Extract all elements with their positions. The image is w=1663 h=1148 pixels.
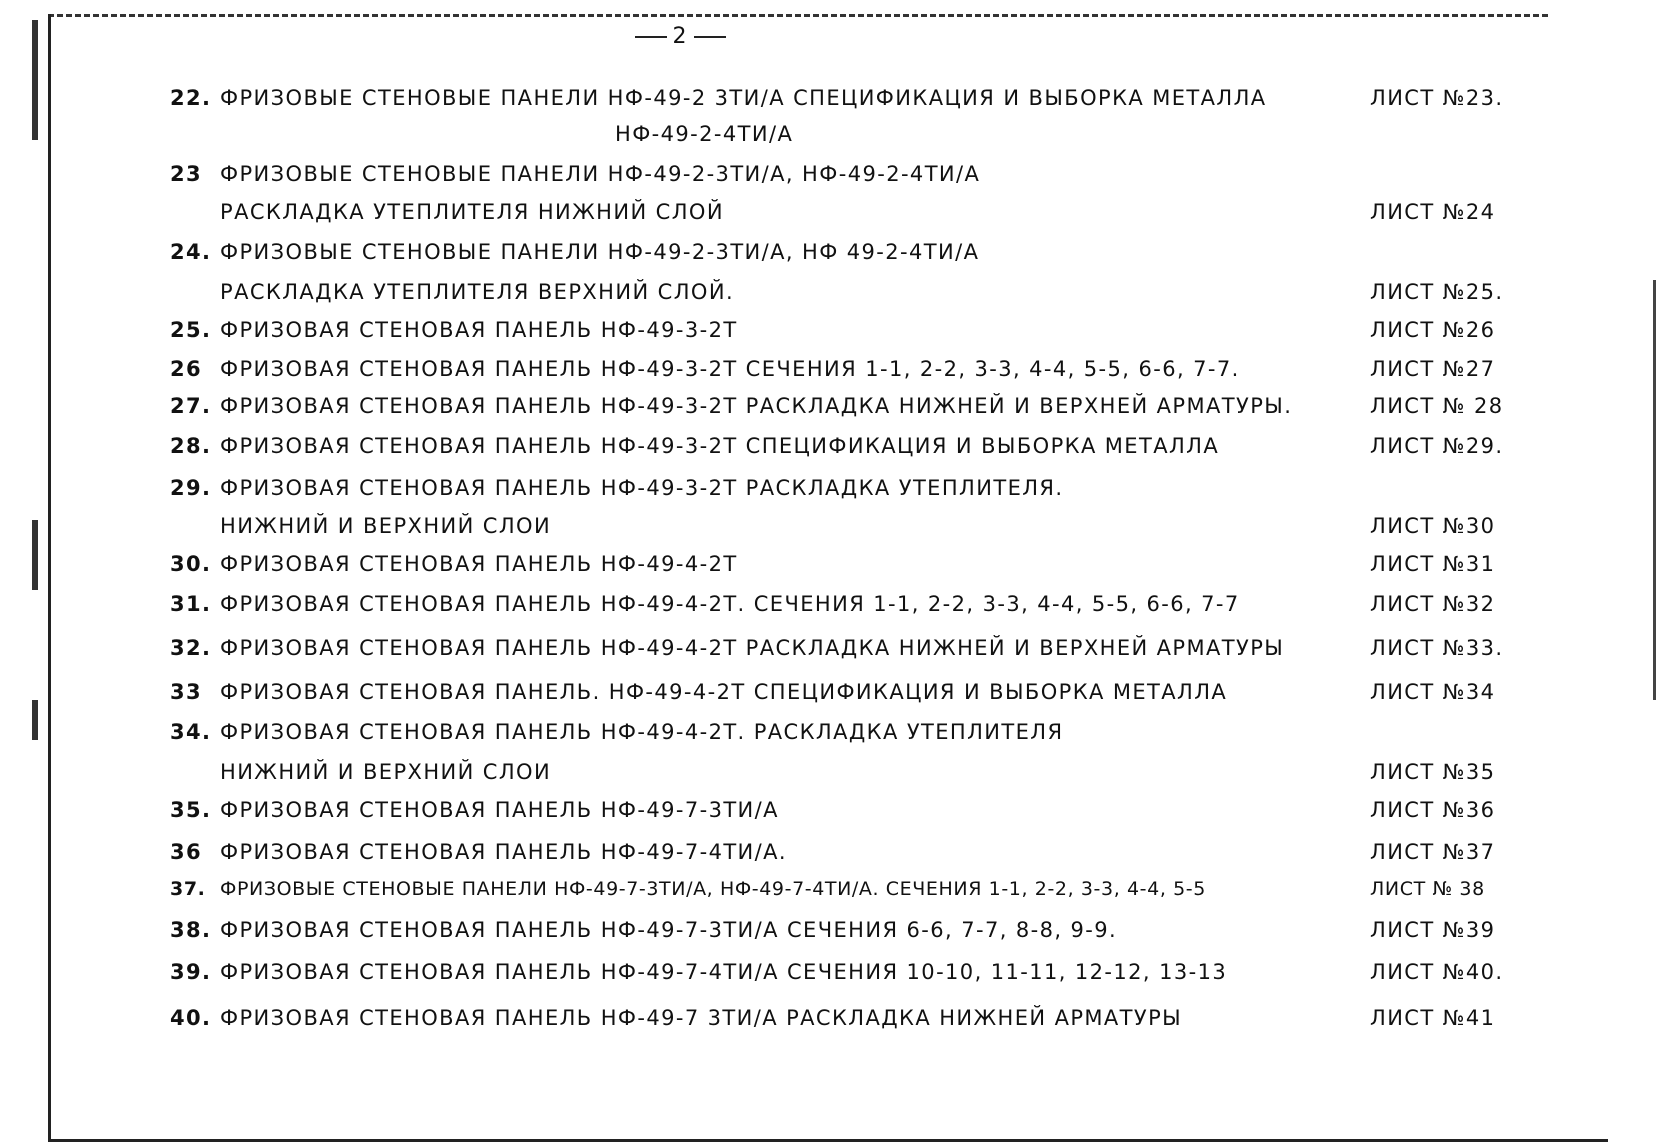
list-item — [170, 162, 1530, 194]
item-title: ФРИЗОВАЯ СТЕНОВАЯ ПАНЕЛЬ НФ-49-4-2Т. СЕЧЕНИЯ 1-1, 2-2, 3-3, 4-4, 5-5, 6-6, 7-7 — [220, 592, 1240, 616]
item-number: 35. — [170, 798, 212, 822]
list-item — [170, 636, 1530, 668]
list-item — [170, 960, 1530, 992]
item-title: ФРИЗОВАЯ СТЕНОВАЯ ПАНЕЛЬ НФ-49-7-3ТИ/А — [220, 798, 779, 822]
item-number: 24. — [170, 240, 212, 264]
item-title: ФРИЗОВЫЕ СТЕНОВЫЕ ПАНЕЛИ НФ-49-7-3ТИ/А, НФ-49-7-4ТИ/А. СЕЧЕНИЯ 1-1, 2-2, 3-3, 4-4, 5-5 — [220, 878, 1206, 900]
item-title: РАСКЛАДКА УТЕПЛИТЕЛЯ ВЕРХНИЙ СЛОЙ. — [220, 280, 735, 304]
sheet-reference: ЛИСТ №23. — [1370, 86, 1504, 110]
item-number: 36 — [170, 840, 203, 864]
sheet-reference: ЛИСТ №37 — [1370, 840, 1496, 864]
list-item — [170, 720, 1530, 752]
item-number: 39. — [170, 960, 212, 984]
frame-top-border — [48, 14, 1548, 17]
list-item — [170, 680, 1530, 712]
list-item — [170, 200, 1530, 232]
binding-mark — [32, 700, 38, 740]
sheet-reference: ЛИСТ №35 — [1370, 760, 1496, 784]
item-title: НИЖНИЙ И ВЕРХНИЙ СЛОИ — [220, 514, 552, 538]
list-item — [170, 592, 1530, 624]
list-item — [170, 798, 1530, 830]
list-item — [170, 394, 1530, 426]
item-title: ФРИЗОВЫЕ СТЕНОВЫЕ ПАНЕЛИ НФ-49-2 3ТИ/А СПЕЦИФИКАЦИЯ И ВЫБОРКА МЕТАЛЛА — [220, 86, 1267, 110]
item-number: 25. — [170, 318, 212, 342]
list-item — [170, 552, 1530, 584]
item-title: ФРИЗОВАЯ СТЕНОВАЯ ПАНЕЛЬ НФ-49-3-2Т РАСКЛАДКА УТЕПЛИТЕЛЯ. — [220, 476, 1064, 500]
list-item — [170, 918, 1530, 950]
frame-left-border — [48, 14, 51, 1142]
item-number: 40. — [170, 1006, 212, 1030]
item-number: 23 — [170, 162, 203, 186]
item-number: 33 — [170, 680, 203, 704]
item-number: 22. — [170, 86, 212, 110]
sheet-reference: ЛИСТ №25. — [1370, 280, 1504, 304]
sheet-reference: ЛИСТ №32 — [1370, 592, 1496, 616]
item-number: 37. — [170, 878, 206, 900]
list-item — [170, 86, 1530, 118]
item-title: ФРИЗОВАЯ СТЕНОВАЯ ПАНЕЛЬ НФ-49-4-2Т — [220, 552, 738, 576]
sheet-reference: ЛИСТ № 28 — [1370, 394, 1504, 418]
list-item — [170, 476, 1530, 508]
binding-mark — [32, 520, 38, 590]
item-title: ФРИЗОВАЯ СТЕНОВАЯ ПАНЕЛЬ НФ-49-7-4ТИ/А. — [220, 840, 787, 864]
item-title: ФРИЗОВАЯ СТЕНОВАЯ ПАНЕЛЬ НФ-49-3-2Т РАСКЛАДКА НИЖНЕЙ И ВЕРХНЕЙ АРМАТУРЫ. — [220, 394, 1293, 418]
item-title: ФРИЗОВЫЕ СТЕНОВЫЕ ПАНЕЛИ НФ-49-2-3ТИ/А, НФ-49-2-4ТИ/А — [220, 162, 981, 186]
item-title: ФРИЗОВАЯ СТЕНОВАЯ ПАНЕЛЬ НФ-49-3-2Т — [220, 318, 738, 342]
sheet-reference: ЛИСТ №41 — [1370, 1006, 1496, 1030]
sheet-reference: ЛИСТ №27 — [1370, 357, 1496, 381]
item-title: ФРИЗОВАЯ СТЕНОВАЯ ПАНЕЛЬ НФ-49-3-2Т СЕЧЕНИЯ 1-1, 2-2, 3-3, 4-4, 5-5, 6-6, 7-7. — [220, 357, 1240, 381]
item-number: 27. — [170, 394, 212, 418]
item-number: 38. — [170, 918, 212, 942]
list-item — [170, 760, 1530, 792]
item-title: ФРИЗОВАЯ СТЕНОВАЯ ПАНЕЛЬ. НФ-49-4-2Т СПЕЦИФИКАЦИЯ И ВЫБОРКА МЕТАЛЛА — [220, 680, 1228, 704]
sheet-reference: ЛИСТ №33. — [1370, 636, 1504, 660]
sheet-reference: ЛИСТ №26 — [1370, 318, 1496, 342]
frame-right-border — [1653, 280, 1656, 700]
item-number: 34. — [170, 720, 212, 744]
page-number: 2 — [620, 24, 740, 49]
list-item — [170, 840, 1530, 872]
binding-mark — [32, 20, 38, 140]
sheet-reference: ЛИСТ №34 — [1370, 680, 1496, 704]
sheet-reference: ЛИСТ №31 — [1370, 552, 1496, 576]
list-item — [450, 122, 1663, 154]
list-item — [170, 434, 1530, 466]
item-number: 29. — [170, 476, 212, 500]
list-item — [170, 878, 1530, 910]
list-item — [170, 240, 1530, 272]
item-number: 28. — [170, 434, 212, 458]
sheet-reference: ЛИСТ №36 — [1370, 798, 1496, 822]
list-item — [170, 514, 1530, 546]
sheet-reference: ЛИСТ №24 — [1370, 200, 1496, 224]
item-title: ФРИЗОВЫЕ СТЕНОВЫЕ ПАНЕЛИ НФ-49-2-3ТИ/А, НФ 49-2-4ТИ/А — [220, 240, 980, 264]
frame-bottom-border — [48, 1139, 1608, 1142]
item-title: ФРИЗОВАЯ СТЕНОВАЯ ПАНЕЛЬ НФ-49-4-2Т РАСКЛАДКА НИЖНЕЙ И ВЕРХНЕЙ АРМАТУРЫ — [220, 636, 1285, 660]
item-title: ФРИЗОВАЯ СТЕНОВАЯ ПАНЕЛЬ НФ-49-7 3ТИ/А РАСКЛАДКА НИЖНЕЙ АРМАТУРЫ — [220, 1006, 1183, 1030]
sheet-reference: ЛИСТ № 38 — [1370, 878, 1485, 900]
list-item — [170, 280, 1530, 312]
item-title: ФРИЗОВАЯ СТЕНОВАЯ ПАНЕЛЬ НФ-49-7-4ТИ/А СЕЧЕНИЯ 10-10, 11-11, 12-12, 13-13 — [220, 960, 1228, 984]
item-number: 31. — [170, 592, 212, 616]
item-number: 26 — [170, 357, 203, 381]
item-title: НИЖНИЙ И ВЕРХНИЙ СЛОИ — [220, 760, 552, 784]
item-title: ФРИЗОВАЯ СТЕНОВАЯ ПАНЕЛЬ НФ-49-3-2Т СПЕЦИФИКАЦИЯ И ВЫБОРКА МЕТАЛЛА — [220, 434, 1220, 458]
sheet-reference: ЛИСТ №40. — [1370, 960, 1504, 984]
item-title: ФРИЗОВАЯ СТЕНОВАЯ ПАНЕЛЬ НФ-49-7-3ТИ/А СЕЧЕНИЯ 6-6, 7-7, 8-8, 9-9. — [220, 918, 1118, 942]
item-number: 30. — [170, 552, 212, 576]
list-item — [170, 357, 1530, 389]
item-title: ФРИЗОВАЯ СТЕНОВАЯ ПАНЕЛЬ НФ-49-4-2Т. РАСКЛАДКА УТЕПЛИТЕЛЯ — [220, 720, 1064, 744]
sheet-reference: ЛИСТ №30 — [1370, 514, 1496, 538]
item-title: РАСКЛАДКА УТЕПЛИТЕЛЯ НИЖНИЙ СЛОЙ — [220, 200, 724, 224]
item-title: НФ-49-2-4ТИ/А — [615, 122, 794, 146]
sheet-reference: ЛИСТ №29. — [1370, 434, 1504, 458]
item-number: 32. — [170, 636, 212, 660]
list-item — [170, 1006, 1530, 1038]
list-item — [170, 318, 1530, 350]
sheet-reference: ЛИСТ №39 — [1370, 918, 1496, 942]
